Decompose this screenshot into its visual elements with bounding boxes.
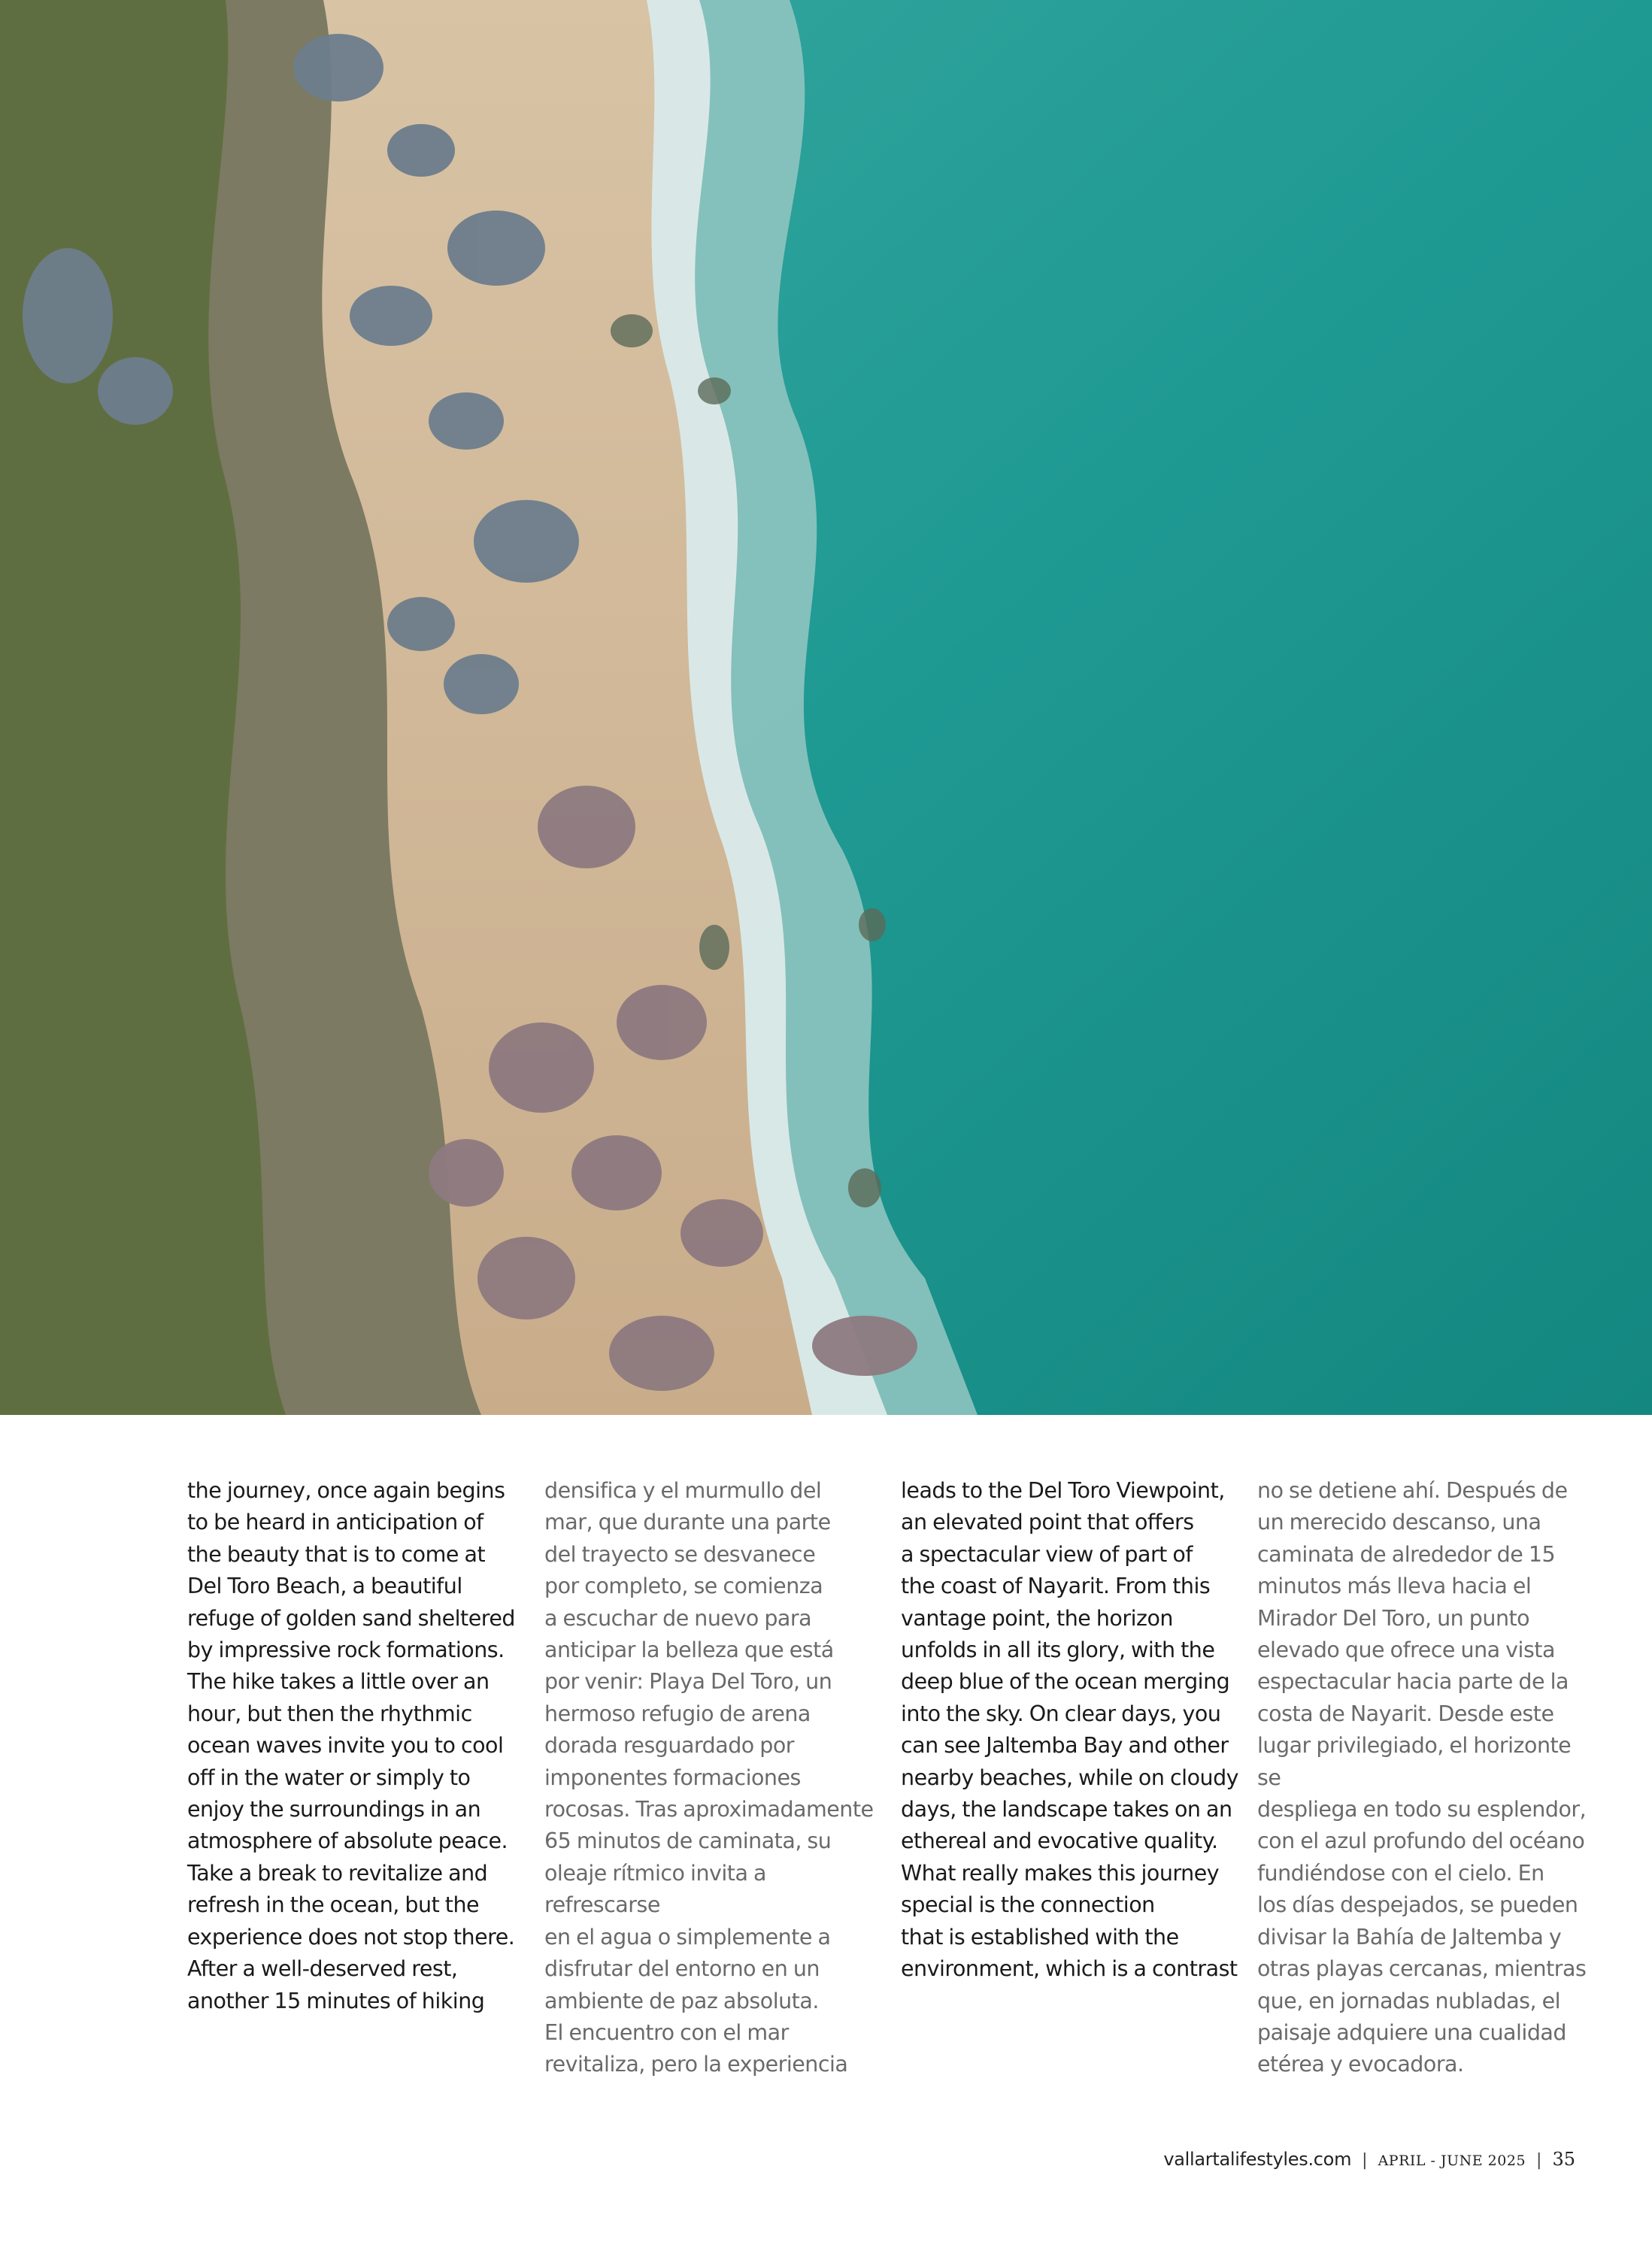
page-footer bbox=[1163, 2149, 1575, 2170]
article-column-english-2: leads to the Del Toro Viewpoint, an elevated point that offers a spectacular view of part of the coast of Nayarit. From this vantage point, the horizon unfolds in all its glory, with the deep blue of the ocean merging into the sky. On clear days, you can see Jaltemba Bay and other nearby beaches, while on cloudy days, the landscape takes on an ethereal and evocative quality. What really makes this journey special is the connection that is established with the environment, which is a contrast bbox=[901, 1478, 1239, 1982]
article-column-spanish-1: densifica y el murmullo del mar, que durante una parte del trayecto se desvanece por completo, se comienza a escuchar de nuevo para anticipar la belleza que está por venir: Playa Del Toro, un hermoso refugio de arena dorada resguardado por imponentes formaciones rocosas. Tras aproximadamente 65 minutos de caminata, su oleaje rítmico invita a refrescarse en el agua o simplemente a disfrutar del entorno en un ambiente de paz absoluta. El encuentro con el mar revitaliza, pero la experiencia bbox=[544, 1478, 874, 2077]
footer-separator: | bbox=[1362, 2151, 1368, 2170]
article-column-english-1: the journey, once again begins to be heard in anticipation of the beauty that is to come at Del Toro Beach, a beautiful refuge of golden sand sheltered by impressive rock formations. The hike takes a little over an hour, but then the rhythmic ocean waves invite you to cool off in the water or simply to enjoy the surroundings in an atmosphere of absolute peace. Take a break to revitalize and refresh in the ocean, but the experience does not stop there. After a well-deserved rest, another 15 minutes of hiking bbox=[187, 1478, 515, 2013]
page-number: 35 bbox=[1552, 2149, 1575, 2170]
footer-separator: | bbox=[1536, 2151, 1542, 2170]
footer-issue-date: APRIL - JUNE 2025 bbox=[1378, 2153, 1526, 2169]
footer-website: vallartalifestyles.com bbox=[1163, 2149, 1352, 2170]
article-column-spanish-2: no se detiene ahí. Después de un merecido descanso, una caminata de alrededor de 15 minutos más lleva hacia el Mirador Del Toro, un punto elevado que ofrece una vista espectacular hacia parte de la costa de Nayarit. Desde este lugar privilegiado, el horizonte se despliega en todo su esplendor, con el azul profundo del océano fundiéndose con el cielo. En los días despejados, se pueden divisar la Bahía de Jaltemba y otras playas cercanas, mientras que, en jornadas nubladas, el paisaje adquiere una cualidad etérea y evocadora. bbox=[1257, 1478, 1587, 2077]
article-columns bbox=[187, 1475, 1587, 2077]
